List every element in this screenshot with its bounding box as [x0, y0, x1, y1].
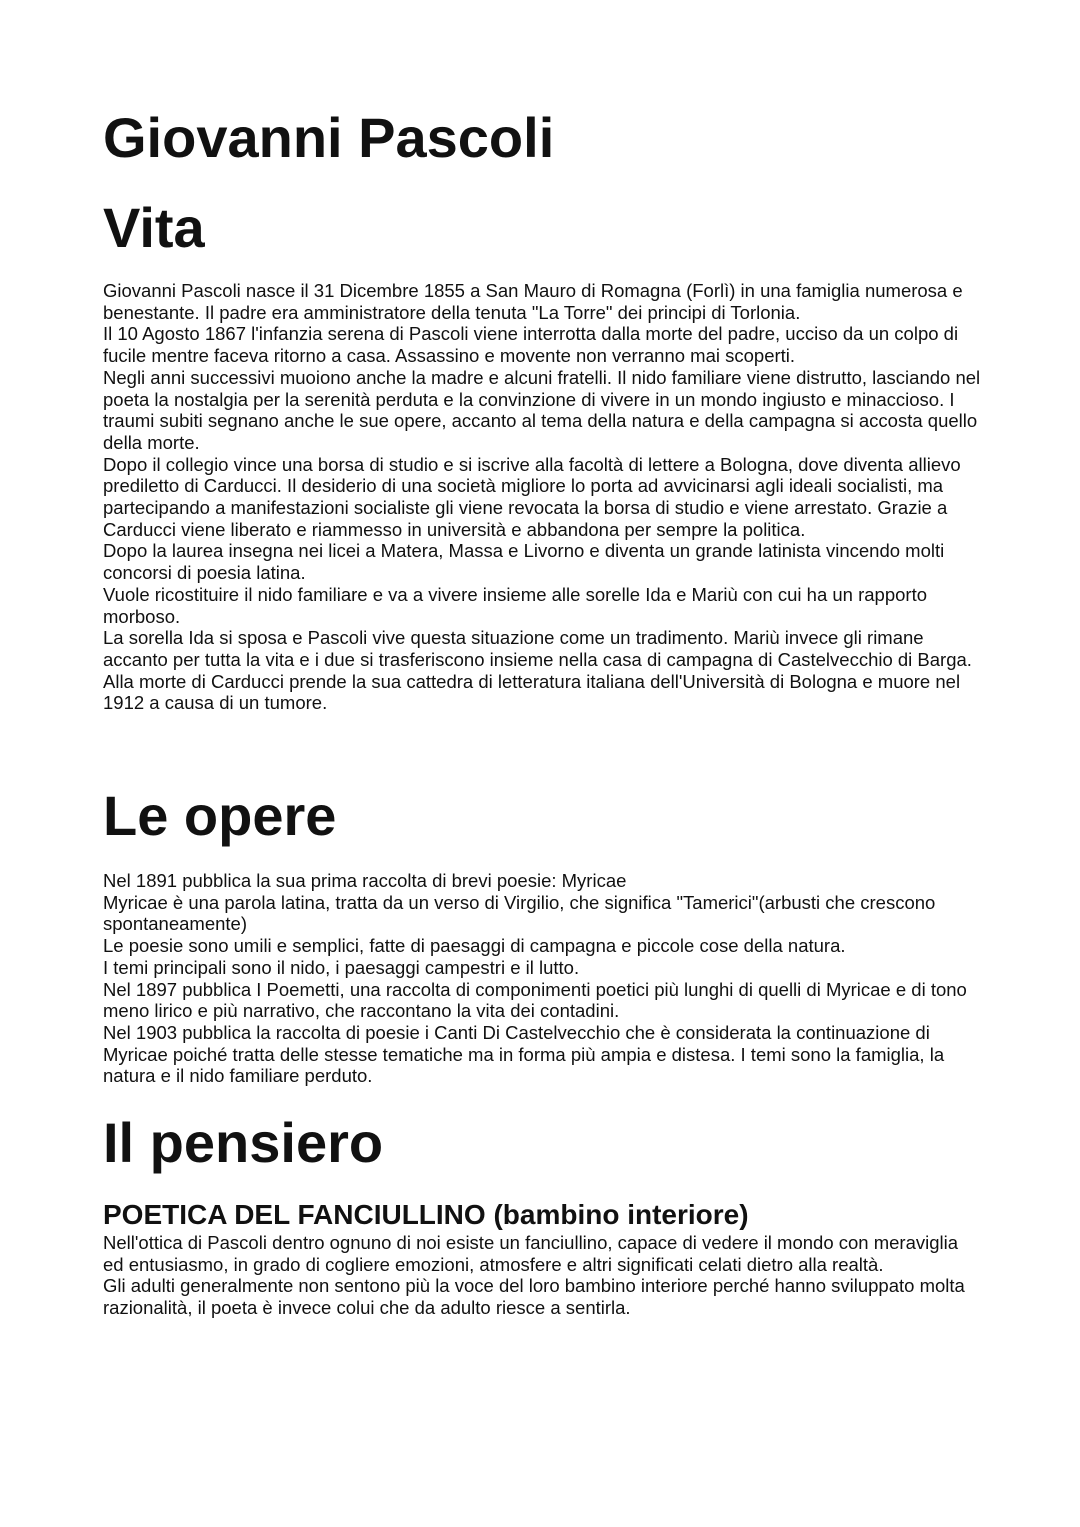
- paragraph: Alla morte di Carducci prende la sua cattedra di letteratura italiana dell'Università di Bologna e muore nel 1912 a causa di un tumore.: [103, 670, 961, 714]
- section-body-opere: [103, 870, 983, 1087]
- paragraph: Giovanni Pascoli nasce il 31 Dicembre 1855 a San Mauro di Romagna (Forlì) in una famiglia numerosa e benestante. Il padre era amministratore della tenuta "La Torre" dei principi di Torlonia.: [103, 280, 963, 323]
- section-heading-opere: Le opere: [103, 784, 337, 847]
- section-body-vita: [103, 280, 983, 714]
- paragraph: Le poesie sono umili e semplici, fatte di paesaggi di campagna e piccole cose della natura.: [103, 935, 846, 957]
- paragraph: La sorella Ida si sposa e Pascoli vive questa situazione come un tradimento. Mariù invece gli rimane accanto per tutta la vita e i due si trasferiscono insieme nella casa di campagna di Castelvecchio di Barga.: [103, 627, 972, 670]
- section-subheading-fanciullino: POETICA DEL FANCIULLINO (bambino interiore): [103, 1199, 749, 1230]
- paragraph: Nel 1903 pubblica la raccolta di poesie i Canti Di Castelvecchio che è considerata la continuazione di Myricae poiché tratta delle stesse tematiche ma in forma più ampia e distesa. I temi sono la famiglia, la natura e il nido familiare perduto.: [103, 1021, 945, 1087]
- paragraph: I temi principali sono il nido, i paesaggi campestri e il lutto.: [103, 956, 580, 978]
- section-body-pensiero: [103, 1232, 983, 1319]
- paragraph: Dopo la laurea insegna nei licei a Matera, Massa e Livorno e diventa un grande latinista vincendo molti concorsi di poesia latina.: [103, 540, 945, 584]
- paragraph: Il 10 Agosto 1867 l'infanzia serena di Pascoli viene interrotta dalla morte del padre, ucciso da un colpo di fucile mentre faceva ritorno a casa. Assassino e movente non verranno mai scoperti.: [103, 323, 959, 367]
- paragraph: Vuole ricostituire il nido familiare e va a vivere insieme alle sorelle Ida e Mariù con cui ha un rapporto morboso.: [103, 583, 927, 627]
- paragraph: Myricae è una parola latina, tratta da un verso di Virgilio, che significa "Tamerici"(arbusti che crescono spontaneamente): [103, 891, 936, 935]
- section-heading-vita: Vita: [103, 196, 205, 259]
- paragraph: Nel 1891 pubblica la sua prima raccolta di brevi poesie: Myricae: [103, 870, 627, 891]
- section-heading-pensiero: Il pensiero: [103, 1111, 384, 1174]
- paragraph: Dopo il collegio vince una borsa di studio e si iscrive alla facoltà di lettere a Bologna, dove diventa allievo prediletto di Carducci. Il desiderio di una società migliore lo porta ad avvicinarsi agli ideali socialisti, ma partecipando a manifestazioni socialiste gli viene revocata la borsa di studio e viene arrestato. Grazie a Carducci viene liberato e riammesso in università e abbandona per sempre la politica.: [103, 453, 961, 540]
- paragraph: Nel 1897 pubblica I Poemetti, una raccolta di componimenti poetici più lunghi di quelli di Myricae e di tono meno lirico e più narrativo, che raccontano la vita dei contadini.: [103, 978, 967, 1022]
- paragraph: Negli anni successivi muoiono anche la madre e alcuni fratelli. Il nido familiare viene distrutto, lasciando nel poeta la nostalgia per la serenità perduta e la convinzione di vivere in un mondo ingiusto e minaccioso. I traumi subiti segnano anche le sue opere, accanto al tema della natura e della campagna si accosta quello della morte.: [103, 366, 981, 453]
- paragraph: Gli adulti generalmente non sentono più la voce del loro bambino interiore perché hanno sviluppato molta razionalità, il poeta è invece colui che da adulto riesce a sentirla.: [103, 1275, 965, 1319]
- paragraph: Nell'ottica di Pascoli dentro ognuno di noi esiste un fanciullino, capace di vedere il mondo con meraviglia ed entusiasmo, in grado di cogliere emozioni, atmosfere e altri significati celati dietro alla realtà.: [103, 1232, 959, 1275]
- document-title: Giovanni Pascoli: [103, 106, 555, 169]
